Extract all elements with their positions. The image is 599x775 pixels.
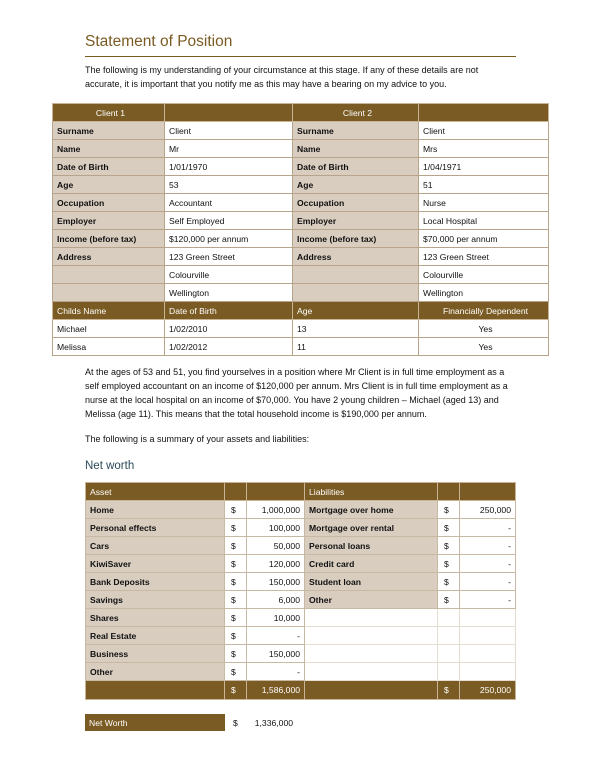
asset-value: 150,000 [247, 645, 305, 663]
client2-field-label: Name [293, 140, 419, 158]
empty-cell [460, 663, 516, 681]
asset-row [86, 663, 516, 681]
liabilities-header: Liabilities [305, 483, 438, 501]
summary-intro: The following is a summary of your assets and liabilities: [85, 434, 310, 444]
child-age: 13 [293, 320, 419, 338]
client1-field-label: Age [53, 176, 165, 194]
client2-field-label: Age [293, 176, 419, 194]
client2-field-label: Employer [293, 212, 419, 230]
client2-field-value: 123 Green Street [419, 248, 549, 266]
liability-label: Mortgage over rental [305, 519, 438, 537]
client1-field-value: 53 [165, 176, 293, 194]
client2-field-value: Local Hospital [419, 212, 549, 230]
client1-field-value: Colourville [165, 266, 293, 284]
client-detail-row [53, 122, 549, 140]
asset-row [86, 519, 516, 537]
client-details-table [52, 103, 549, 356]
asset-value: 120,000 [247, 555, 305, 573]
client1-field-value: Accountant [165, 194, 293, 212]
asset-value: - [247, 627, 305, 645]
empty-cell [305, 627, 438, 645]
client1-field-value: Self Employed [165, 212, 293, 230]
asset-total-currency: $ [225, 681, 247, 700]
client2-field-value: Nurse [419, 194, 549, 212]
client1-field-value: Wellington [165, 284, 293, 302]
asset-label: Other [86, 663, 225, 681]
asset-row [86, 573, 516, 591]
client-header-row [53, 104, 549, 122]
liability-currency: $ [438, 537, 460, 555]
client-detail-row [53, 176, 549, 194]
totals-row [86, 681, 516, 700]
asset-row [86, 627, 516, 645]
asset-row [86, 555, 516, 573]
liability-total: 250,000 [460, 681, 516, 700]
asset-header: Asset [86, 483, 225, 501]
liability-value: - [460, 519, 516, 537]
asset-currency: $ [225, 627, 247, 645]
asset-label: Personal effects [86, 519, 225, 537]
asset-currency: $ [225, 537, 247, 555]
asset-label: Savings [86, 591, 225, 609]
client-detail-row [53, 158, 549, 176]
asset-label: Business [86, 645, 225, 663]
client1-field-label: Name [53, 140, 165, 158]
asset-value: 6,000 [247, 591, 305, 609]
net-worth-value: 1,336,000 [254, 717, 293, 728]
asset-row [86, 501, 516, 519]
empty-cell [438, 645, 460, 663]
asset-currency: $ [225, 519, 247, 537]
client-detail-row [53, 284, 549, 302]
client2-field-value: Mrs [419, 140, 549, 158]
liability-value: - [460, 555, 516, 573]
childs-name-header: Childs Name [53, 302, 165, 320]
client2-field-label: Income (before tax) [293, 230, 419, 248]
assets-liabilities-table [85, 482, 516, 700]
client2-field-label [293, 266, 419, 284]
client1-field-value: 123 Green Street [165, 248, 293, 266]
asset-label: Home [86, 501, 225, 519]
child-dependent: Yes [419, 338, 549, 356]
liability-value: - [460, 591, 516, 609]
child-age-header: Age [293, 302, 419, 320]
client1-field-value: Mr [165, 140, 293, 158]
client1-field-value: 1/01/1970 [165, 158, 293, 176]
client2-field-label: Address [293, 248, 419, 266]
empty-cell [460, 645, 516, 663]
asset-value: 150,000 [247, 573, 305, 591]
asset-label: Bank Deposits [86, 573, 225, 591]
empty-cell [438, 627, 460, 645]
client1-field-label: Employer [53, 212, 165, 230]
asset-currency: $ [225, 501, 247, 519]
asset-currency: $ [225, 573, 247, 591]
asset-value: 10,000 [247, 609, 305, 627]
client1-field-value: Client [165, 122, 293, 140]
children-header-row [53, 302, 549, 320]
liability-currency: $ [438, 555, 460, 573]
client1-header: Client 1 [53, 104, 165, 122]
asset-label: KiwiSaver [86, 555, 225, 573]
asset-currency: $ [225, 555, 247, 573]
client-detail-row [53, 230, 549, 248]
client1-field-label: Surname [53, 122, 165, 140]
liability-currency: $ [438, 591, 460, 609]
liability-currency: $ [438, 519, 460, 537]
asset-currency: $ [225, 591, 247, 609]
asset-currency: $ [225, 645, 247, 663]
page-title: Statement of Position [85, 33, 233, 50]
client2-field-value: Client [419, 122, 549, 140]
liability-label: Mortgage over home [305, 501, 438, 519]
child-dob: 1/02/2012 [165, 338, 293, 356]
client2-field-value: 1/04/1971 [419, 158, 549, 176]
client2-field-label: Occupation [293, 194, 419, 212]
asset-label: Cars [86, 537, 225, 555]
child-dob-header: Date of Birth [165, 302, 293, 320]
empty-cell [460, 609, 516, 627]
asset-row [86, 609, 516, 627]
client2-field-label: Surname [293, 122, 419, 140]
asset-value: - [247, 663, 305, 681]
liability-currency: $ [438, 573, 460, 591]
asset-value: 50,000 [247, 537, 305, 555]
net-worth-summary [85, 714, 297, 731]
client2-field-label [293, 284, 419, 302]
empty-cell [460, 627, 516, 645]
child-age: 11 [293, 338, 419, 356]
asset-currency: $ [225, 609, 247, 627]
client1-field-label [53, 284, 165, 302]
net-worth-currency: $ [233, 717, 238, 728]
client-detail-row [53, 266, 549, 284]
client-detail-row [53, 212, 549, 230]
client2-field-value: Colourville [419, 266, 549, 284]
client1-field-label [53, 266, 165, 284]
client-detail-row [53, 140, 549, 158]
asset-row [86, 645, 516, 663]
client2-field-label: Date of Birth [293, 158, 419, 176]
assets-header-row [86, 483, 516, 501]
asset-total: 1,586,000 [247, 681, 305, 700]
empty-cell [305, 609, 438, 627]
client1-field-value: $120,000 per annum [165, 230, 293, 248]
asset-row [86, 591, 516, 609]
financially-dependent-header: Financially Dependent [419, 302, 549, 320]
empty-cell [438, 663, 460, 681]
liability-label: Personal loans [305, 537, 438, 555]
client2-field-value: $70,000 per annum [419, 230, 549, 248]
summary-paragraph: At the ages of 53 and 51, you find yourselves in a position where Mr Client is in full time employment as a self employed accountant on an income of $120,000 per annum. Mrs Client is in full time employment as a nurse at the local hospital on an income of $70,000. You have 2 young children – Michael (aged 13) and Melissa (age 11). This means that the total household income is $190,000 per annum. [85, 367, 508, 419]
empty-cell [438, 609, 460, 627]
liability-value: 250,000 [460, 501, 516, 519]
liability-total-currency: $ [438, 681, 460, 700]
client2-field-value: Wellington [419, 284, 549, 302]
liability-label: Credit card [305, 555, 438, 573]
asset-value: 1,000,000 [247, 501, 305, 519]
net-worth-title: Net worth [85, 460, 135, 472]
client1-field-label: Occupation [53, 194, 165, 212]
child-dependent: Yes [419, 320, 549, 338]
child-name: Michael [53, 320, 165, 338]
child-row [53, 320, 549, 338]
asset-currency: $ [225, 663, 247, 681]
net-worth-label: Net Worth [85, 714, 225, 731]
child-dob: 1/02/2010 [165, 320, 293, 338]
client1-field-label: Address [53, 248, 165, 266]
liability-label: Student loan [305, 573, 438, 591]
liability-currency: $ [438, 501, 460, 519]
client2-header: Client 2 [293, 104, 419, 122]
liability-label: Other [305, 591, 438, 609]
client1-field-label: Date of Birth [53, 158, 165, 176]
asset-value: 100,000 [247, 519, 305, 537]
client-detail-row [53, 194, 549, 212]
asset-label: Real Estate [86, 627, 225, 645]
client-detail-row [53, 248, 549, 266]
liability-value: - [460, 573, 516, 591]
child-row [53, 338, 549, 356]
asset-label: Shares [86, 609, 225, 627]
client2-field-value: 51 [419, 176, 549, 194]
intro-paragraph: The following is my understanding of your circumstance at this stage. If any of these details are not accurate, it is important that you notify me as this may have a bearing on my advice to you. [85, 65, 479, 89]
empty-cell [305, 645, 438, 663]
empty-cell [305, 663, 438, 681]
liability-value: - [460, 537, 516, 555]
asset-row [86, 537, 516, 555]
child-name: Melissa [53, 338, 165, 356]
title-divider [85, 56, 516, 57]
client1-field-label: Income (before tax) [53, 230, 165, 248]
